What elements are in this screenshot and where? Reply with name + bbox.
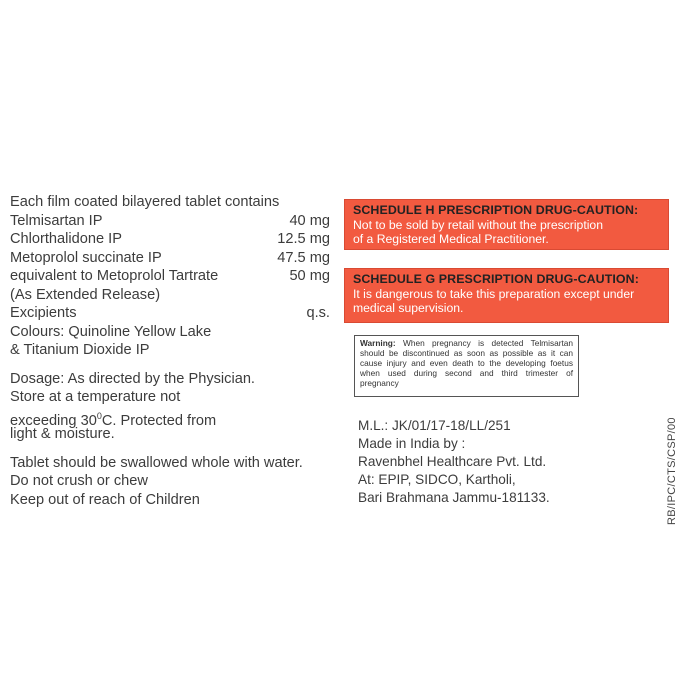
- schedule-h-text: Not to be sold by retail without the prescription: [353, 217, 603, 232]
- schedule-g-caution-box: [344, 268, 669, 323]
- ingredient-name: equivalent to Metoprolol Tartrate: [10, 268, 219, 284]
- ingredient-amount: 12.5 mg: [277, 231, 330, 247]
- instruction-line: Do not crush or chew: [10, 473, 148, 489]
- colours-line: & Titanium Dioxide IP: [10, 342, 150, 358]
- dosage-line: Dosage: As directed by the Physician.: [10, 370, 255, 387]
- ingredient-amount: 47.5 mg: [277, 249, 330, 266]
- ingredient-name: Chlorthalidone IP: [10, 231, 122, 247]
- schedule-g-title: SCHEDULE G PRESCRIPTION DRUG-CAUTION:: [353, 272, 639, 286]
- schedule-h-text: of a Registered Medical Practitioner.: [353, 232, 549, 246]
- release-note: (As Extended Release): [10, 286, 161, 303]
- company-name: Ravenbhel Healthcare Pvt. Ltd.: [358, 454, 547, 469]
- schedule-h-caution-box: [344, 199, 669, 250]
- ingredient-row: [10, 267, 330, 286]
- warning-label: Warning:: [360, 338, 396, 348]
- instruction-line: Tablet should be swallowed whole with water.: [10, 454, 303, 471]
- composition-heading: Each film coated bilayered tablet contains: [10, 194, 280, 210]
- excipients-name: Excipients: [10, 305, 77, 321]
- address-line: At: EPIP, SIDCO, Kartholi,: [358, 472, 516, 487]
- schedule-g-text: medical supervision.: [353, 301, 464, 315]
- storage-temp-text: exceeding 30: [10, 412, 97, 429]
- schedule-h-title: SCHEDULE H PRESCRIPTION DRUG-CAUTION:: [353, 203, 639, 217]
- pregnancy-warning-box: [354, 335, 579, 397]
- ingredient-name: Telmisartan IP: [10, 212, 103, 229]
- storage-temp-text-post: C. Protected from: [101, 412, 217, 429]
- manufacturing-licence: M.L.: JK/01/17-18/LL/251: [358, 418, 511, 433]
- colours-line: Colours: Quinoline Yellow Lake: [10, 323, 212, 340]
- warning-text: When pregnancy is detected Telmisartan should be discontinued as soon as possible as it can cause injury and even death to the developing foetus when used during second and third trimester of pregnancy: [360, 338, 573, 388]
- schedule-g-text: It is dangerous to take this preparation except under: [353, 286, 635, 301]
- side-code: RB/IPC/CTS/CSP/00: [666, 417, 678, 525]
- ingredient-amount: 40 mg: [289, 212, 330, 229]
- ingredient-row: [10, 212, 330, 231]
- ingredient-row: [10, 249, 330, 268]
- storage-line: Store at a temperature not: [10, 389, 181, 405]
- ingredient-name: Metoprolol succinate IP: [10, 249, 162, 266]
- excipients-row: [10, 304, 330, 323]
- storage-line: light & moisture.: [10, 426, 115, 442]
- address-line: Bari Brahmana Jammu-181133.: [358, 490, 550, 505]
- degree-sup: 0: [96, 410, 102, 421]
- manufacturer-block: [358, 417, 550, 507]
- ingredient-row: [10, 230, 330, 249]
- made-in-line: Made in India by :: [358, 436, 466, 451]
- ingredient-amount: 50 mg: [289, 268, 330, 284]
- composition-panel: [10, 193, 330, 509]
- excipients-amount: q.s.: [306, 305, 330, 321]
- instruction-line: Keep out of reach of Children: [10, 491, 200, 508]
- storage-temperature: [10, 407, 330, 429]
